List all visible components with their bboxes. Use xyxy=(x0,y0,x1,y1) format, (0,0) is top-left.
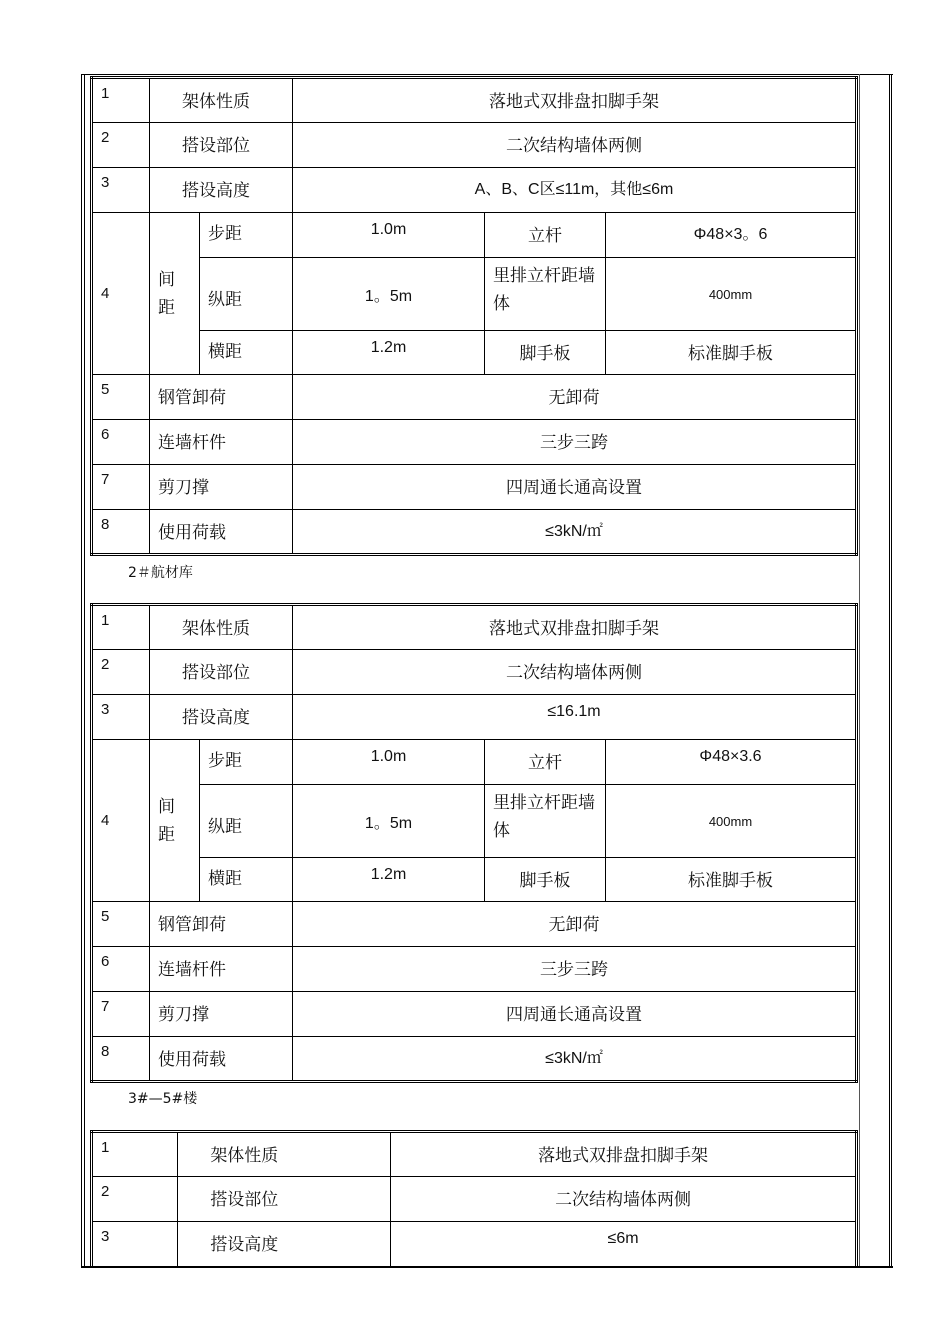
table-row xyxy=(92,605,857,650)
table-row xyxy=(92,785,857,858)
sub-label: 步距 xyxy=(200,740,293,785)
scaffold-spec-table-1 xyxy=(90,76,858,556)
table-row xyxy=(92,695,857,740)
row-number: 1 xyxy=(92,1132,178,1177)
section-caption-2: 2＃航材库 xyxy=(128,565,193,581)
sub-label: 步距 xyxy=(200,213,293,258)
row-label: 连墙杆件 xyxy=(150,420,293,465)
row-label: 搭设高度 xyxy=(150,168,293,213)
row-number: 2 xyxy=(92,650,150,695)
sub-value-2: 标准脚手板 xyxy=(606,331,857,375)
row-label: 架体性质 xyxy=(150,605,293,650)
row-value: 无卸荷 xyxy=(293,375,857,420)
sub-label: 纵距 xyxy=(200,258,293,331)
row-label: 钢管卸荷 xyxy=(150,902,293,947)
row-number: 3 xyxy=(92,168,150,213)
sub-label-2: 脚手板 xyxy=(485,331,606,375)
row-number: 3 xyxy=(92,695,150,740)
table-row xyxy=(92,1132,857,1177)
row-value: ≤3kN/㎡ xyxy=(293,1037,857,1082)
row-label: 搭设高度 xyxy=(178,1222,391,1267)
row-value: 无卸荷 xyxy=(293,902,857,947)
row-value: 二次结构墙体两侧 xyxy=(293,650,857,695)
sub-label-2: 里排立杆距墙体 xyxy=(485,785,606,858)
row-number: 4 xyxy=(92,213,150,375)
row-value: 四周通长通高设置 xyxy=(293,992,857,1037)
sub-value-2: 400mm xyxy=(606,258,857,331)
sub-value-2: 标准脚手板 xyxy=(606,858,857,902)
sub-value: 1.0m xyxy=(293,213,485,258)
sub-value-2: Φ48×3.6 xyxy=(606,740,857,785)
table-row xyxy=(92,420,857,465)
scaffold-spec-table-3 xyxy=(90,1130,858,1267)
row-number: 6 xyxy=(92,420,150,465)
sub-value: 1。5m xyxy=(293,258,485,331)
group-label xyxy=(150,740,200,902)
table-row xyxy=(92,123,857,168)
row-number: 4 xyxy=(92,740,150,902)
row-value: 落地式双排盘扣脚手架 xyxy=(293,605,857,650)
row-value: 四周通长通高设置 xyxy=(293,465,857,510)
sub-label: 横距 xyxy=(200,858,293,902)
sub-label-2: 立杆 xyxy=(485,740,606,785)
table-row xyxy=(92,650,857,695)
sub-value: 1。5m xyxy=(293,785,485,858)
page-frame-right-rule xyxy=(889,74,892,1268)
group-label xyxy=(150,213,200,375)
row-number: 2 xyxy=(92,1177,178,1222)
sub-label: 纵距 xyxy=(200,785,293,858)
sub-label-2: 立杆 xyxy=(485,213,606,258)
sub-value: 1.2m xyxy=(293,331,485,375)
group-label-text: 间距 xyxy=(158,796,175,845)
table-row xyxy=(92,331,857,375)
row-number: 1 xyxy=(92,605,150,650)
row-number: 6 xyxy=(92,947,150,992)
sub-value: 1.0m xyxy=(293,740,485,785)
page-inner-right-rule xyxy=(859,74,860,1268)
row-label: 剪刀撑 xyxy=(150,465,293,510)
row-number: 8 xyxy=(92,510,150,555)
row-value: ≤3kN/㎡ xyxy=(293,510,857,555)
row-label: 架体性质 xyxy=(178,1132,391,1177)
table-row xyxy=(92,740,857,785)
table-row xyxy=(92,465,857,510)
row-value: 三步三跨 xyxy=(293,420,857,465)
page-frame-left-rule xyxy=(81,74,85,1268)
row-label: 搭设高度 xyxy=(150,695,293,740)
table-row xyxy=(92,375,857,420)
sub-value: 1.2m xyxy=(293,858,485,902)
table-row xyxy=(92,992,857,1037)
sub-value-2: 400mm xyxy=(606,785,857,858)
table-row xyxy=(92,510,857,555)
row-number: 2 xyxy=(92,123,150,168)
row-label: 使用荷载 xyxy=(150,510,293,555)
row-value: ≤6m xyxy=(391,1222,857,1267)
row-label: 钢管卸荷 xyxy=(150,375,293,420)
row-value: 落地式双排盘扣脚手架 xyxy=(293,78,857,123)
row-label: 使用荷载 xyxy=(150,1037,293,1082)
table-row xyxy=(92,168,857,213)
row-value: ≤16.1m xyxy=(293,695,857,740)
sub-value-2: Φ48×3。6 xyxy=(606,213,857,258)
row-label: 架体性质 xyxy=(150,78,293,123)
row-value: A、B、C区≤11m，其他≤6m xyxy=(293,168,857,213)
table-row xyxy=(92,1177,857,1222)
row-label: 搭设部位 xyxy=(150,650,293,695)
sub-label: 横距 xyxy=(200,331,293,375)
row-label: 搭设部位 xyxy=(178,1177,391,1222)
group-label-text: 间距 xyxy=(158,269,175,318)
table-row xyxy=(92,1037,857,1082)
row-number: 3 xyxy=(92,1222,178,1267)
row-number: 1 xyxy=(92,78,150,123)
scaffold-spec-table-2 xyxy=(90,603,858,1083)
row-value: 三步三跨 xyxy=(293,947,857,992)
row-label: 搭设部位 xyxy=(150,123,293,168)
row-value: 二次结构墙体两侧 xyxy=(391,1177,857,1222)
row-value: 二次结构墙体两侧 xyxy=(293,123,857,168)
table-row xyxy=(92,213,857,258)
table-row xyxy=(92,1222,857,1267)
table-row xyxy=(92,902,857,947)
row-number: 7 xyxy=(92,465,150,510)
sub-label-2: 脚手板 xyxy=(485,858,606,902)
row-number: 8 xyxy=(92,1037,150,1082)
row-number: 5 xyxy=(92,375,150,420)
sub-label-2: 里排立杆距墙体 xyxy=(485,258,606,331)
row-label: 连墙杆件 xyxy=(150,947,293,992)
row-label: 剪刀撑 xyxy=(150,992,293,1037)
row-number: 5 xyxy=(92,902,150,947)
section-caption-3: 3#—5#楼 xyxy=(128,1091,198,1107)
row-value: 落地式双排盘扣脚手架 xyxy=(391,1132,857,1177)
row-number: 7 xyxy=(92,992,150,1037)
table-row xyxy=(92,947,857,992)
table-row xyxy=(92,258,857,331)
table-row xyxy=(92,78,857,123)
table-row xyxy=(92,858,857,902)
